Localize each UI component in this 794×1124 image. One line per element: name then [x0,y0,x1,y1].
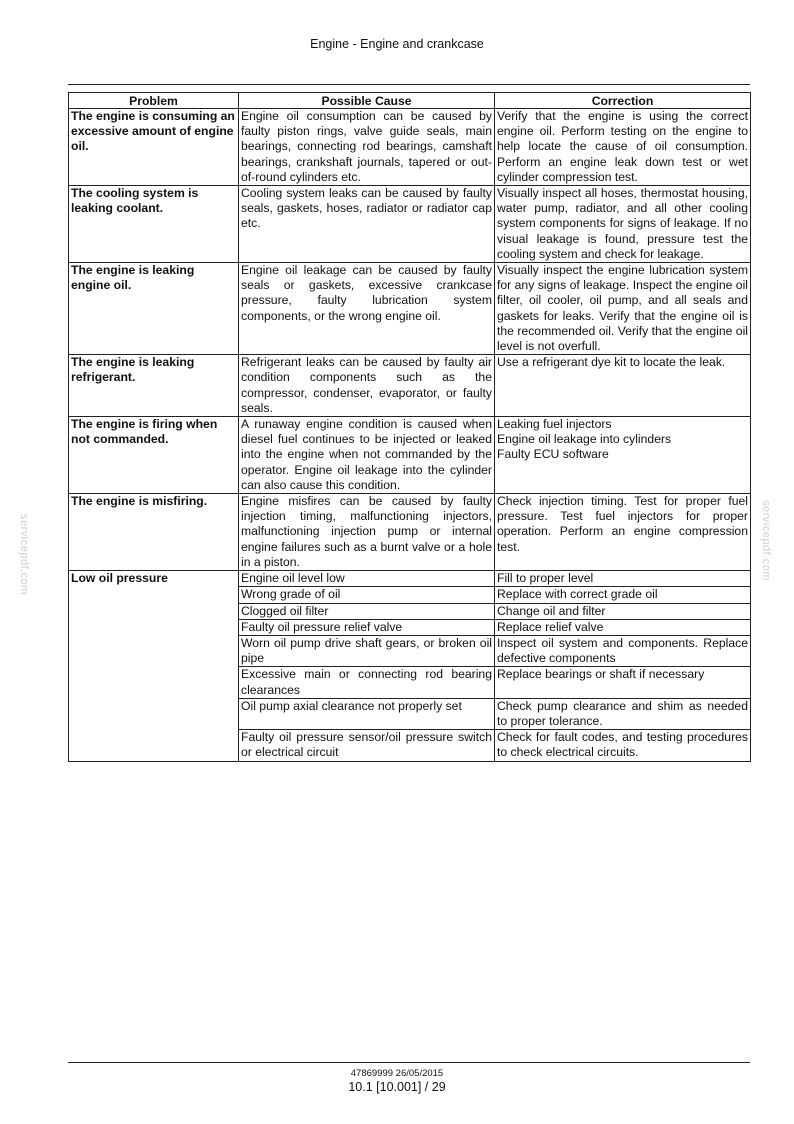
cause-cell: Wrong grade of oil [239,587,495,603]
page-header: Engine - Engine and crankcase [310,37,484,51]
problem-cell: The engine is leaking engine oil. [69,263,239,355]
correction-line: Faulty ECU software [497,447,609,462]
correction-cell: Verify that the engine is using the correct engine oil. Perform testing on the engine to help locate the cause of oil consumption. Perform an engine leak down test or wet cylinder compression test. [495,109,751,186]
problem-cell: The engine is misfiring. [69,494,239,571]
cause-cell: Excessive main or connecting rod bearing clearances [239,667,495,698]
cause-cell: Engine oil leakage can be caused by faulty seals or gaskets, excessive crankcase pressure, faulty lubrication system components, or the wrong engine oil. [239,263,495,355]
cause-cell: Clogged oil filter [239,603,495,619]
correction-cell: Inspect oil system and components. Replace defective components [495,635,751,666]
cause-cell: Engine oil consumption can be caused by faulty piston rings, valve guide seals, main bearings, connecting rod bearings, camshaft bearings, crankshaft journals, tapered or out-of-round cylinders etc. [239,109,495,186]
cause-cell: Oil pump axial clearance not properly set [239,698,495,729]
correction-cell: Visually inspect the engine lubrication system for any signs of leakage. Inspect the engine oil filter, oil cooler, oil pump, and all seals and gaskets for leaks. Verify that the engine oil is the recommended oil. Verify that the engine oil level is not overfull. [495,263,751,355]
problem-cell: Low oil pressure [69,571,239,761]
correction-cell: Replace bearings or shaft if necessary [495,667,751,698]
column-header-problem: Problem [69,93,239,109]
column-header-cause: Possible Cause [239,93,495,109]
correction-cell: Use a refrigerant dye kit to locate the leak. [495,355,751,417]
correction-cell: Fill to proper level [495,571,751,587]
table-row [69,186,751,263]
problem-cell: The cooling system is leaking coolant. [69,186,239,263]
cause-cell: A runaway engine condition is caused when diesel fuel continues to be injected or leaked into the engine when not commanded by the operator. Engine oil leakage into the cylinder can also cause this condition. [239,417,495,494]
table-header-row [69,93,751,109]
cause-cell: Faulty oil pressure relief valve [239,619,495,635]
footer-rule [68,1062,750,1063]
cause-cell: Refrigerant leaks can be caused by faulty air condition components such as the compressor, condenser, evaporator, or faulty seals. [239,355,495,417]
correction-cell: Replace with correct grade oil [495,587,751,603]
correction-line: Engine oil leakage into cylinders [497,432,672,447]
watermark-left: servicepdf.com [18,514,30,595]
correction-cell [495,417,751,494]
correction-cell: Change oil and filter [495,603,751,619]
table-row [69,494,751,571]
page-number: 10.1 [10.001] / 29 [348,1080,446,1094]
correction-line: Leaking fuel injectors [497,417,612,432]
problem-cell: The engine is leaking refrigerant. [69,355,239,417]
cause-cell: Faulty oil pressure sensor/oil pressure switch or electrical circuit [239,730,495,761]
table-row [69,355,751,417]
cause-cell: Engine oil level low [239,571,495,587]
table-row [69,109,751,186]
cause-cell: Engine misfires can be caused by faulty injection timing, malfunctioning injectors, malfunctioning injection pump or internal engine failures such as a burnt valve or a hole in a piston. [239,494,495,571]
problem-cell: The engine is firing when not commanded. [69,417,239,494]
table-row [69,417,751,494]
correction-cell: Check pump clearance and shim as needed to proper tolerance. [495,698,751,729]
column-header-correction: Correction [495,93,751,109]
correction-cell: Check for fault codes, and testing procedures to check electrical circuits. [495,730,751,761]
problem-cell: The engine is consuming an excessive amount of engine oil. [69,109,239,186]
document-code: 47869999 26/05/2015 [350,1068,444,1079]
cause-cell: Cooling system leaks can be caused by faulty seals, gaskets, hoses, radiator or radiator cap etc. [239,186,495,263]
table-row [69,571,751,587]
header-rule [68,84,750,85]
correction-cell: Replace relief valve [495,619,751,635]
table-row [69,263,751,355]
correction-cell: Visually inspect all hoses, thermostat housing, water pump, radiator, and all other cooling system components for signs of leakage. If no visual leakage is found, pressure test the cooling system and check for leakage. [495,186,751,263]
cause-cell: Worn oil pump drive shaft gears, or broken oil pipe [239,635,495,666]
watermark-right: servicepdf.com [760,500,772,581]
correction-cell: Check injection timing. Test for proper fuel pressure. Test fuel injectors for proper operation. Perform an engine compression test. [495,494,751,571]
troubleshooting-table [68,92,751,762]
